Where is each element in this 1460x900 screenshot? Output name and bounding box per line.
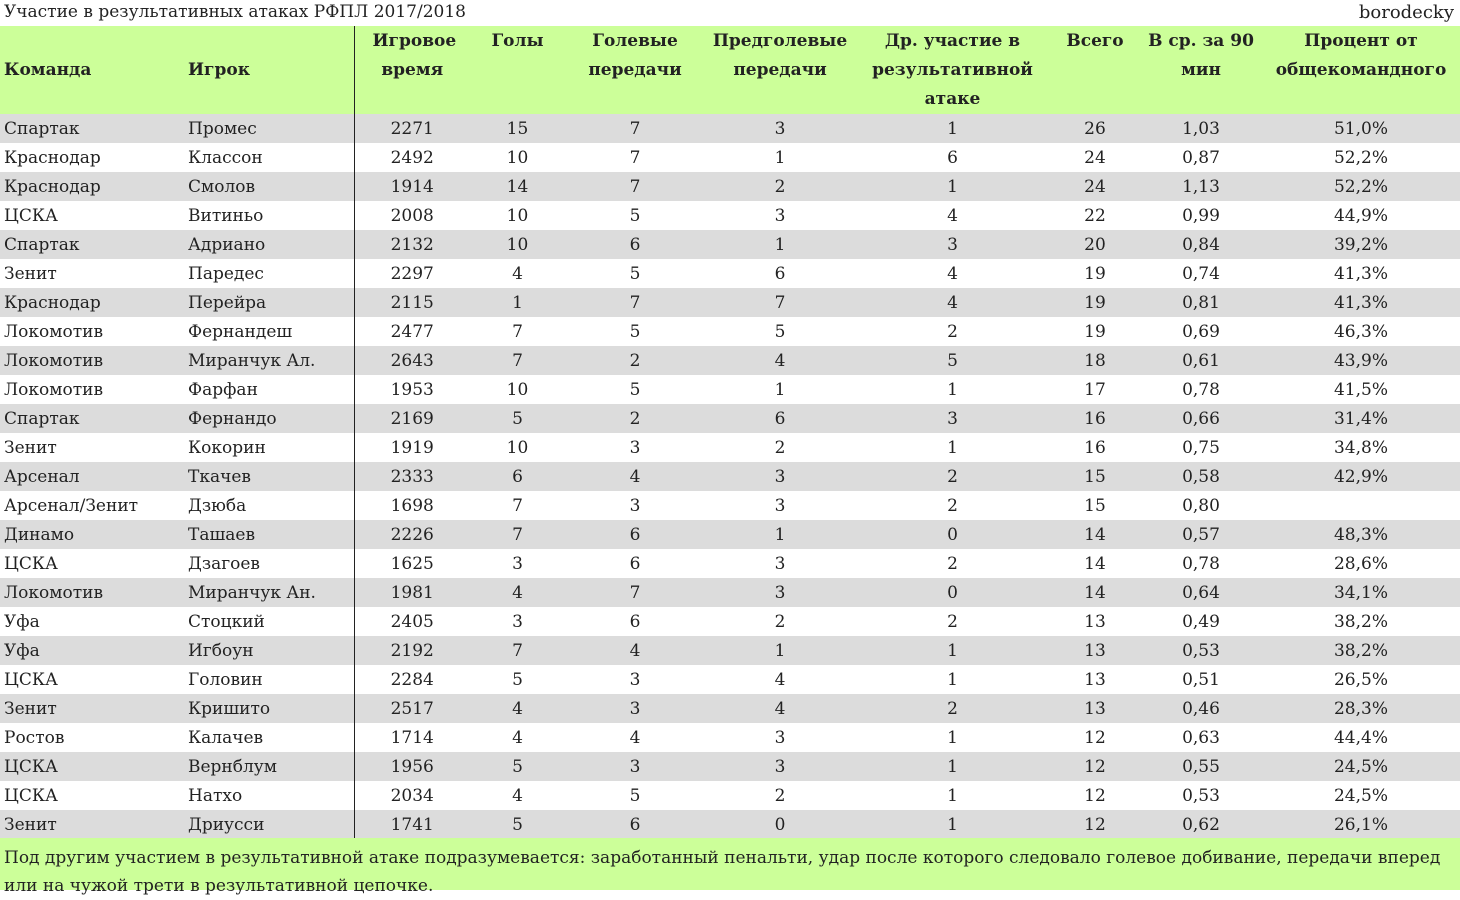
cell-team: Динамо bbox=[4, 524, 75, 545]
cell-preassists: 3 bbox=[774, 756, 786, 777]
cell-goals: 3 bbox=[512, 611, 523, 632]
cell-time: 2405 bbox=[354, 607, 470, 636]
cell-player: Натхо bbox=[188, 785, 243, 806]
cell-goals: 6 bbox=[512, 466, 523, 487]
cell-other: 1 bbox=[947, 176, 958, 197]
col-header-assists: Голевые передачи bbox=[588, 31, 682, 80]
cell-other: 2 bbox=[947, 553, 958, 574]
cell-time: 1714 bbox=[354, 723, 470, 752]
cell-time: 2271 bbox=[354, 114, 470, 143]
table-row bbox=[0, 259, 1460, 288]
cell-player: Смолов bbox=[188, 176, 256, 197]
table-row bbox=[0, 694, 1460, 723]
cell-per90: 0,62 bbox=[1182, 814, 1220, 835]
cell-player: Кокорин bbox=[188, 437, 266, 458]
cell-other: 1 bbox=[947, 437, 958, 458]
cell-total: 12 bbox=[1084, 814, 1106, 835]
cell-preassists: 4 bbox=[774, 669, 786, 690]
cell-goals: 4 bbox=[512, 727, 523, 748]
cell-preassists: 2 bbox=[774, 437, 786, 458]
cell-goals: 10 bbox=[506, 379, 529, 400]
cell-goals: 10 bbox=[506, 205, 529, 226]
cell-assists: 3 bbox=[629, 495, 641, 516]
cell-goals: 7 bbox=[512, 495, 523, 516]
cell-time: 1953 bbox=[354, 375, 470, 404]
cell-team: Зенит bbox=[4, 698, 57, 719]
cell-time: 2192 bbox=[354, 636, 470, 665]
cell-other: 4 bbox=[947, 205, 958, 226]
cell-time: 2169 bbox=[354, 404, 470, 433]
cell-player: Миранчук Ан. bbox=[188, 582, 316, 603]
cell-percent: 38,2% bbox=[1333, 640, 1388, 661]
cell-team: Арсенал/Зенит bbox=[4, 495, 139, 516]
stats-table bbox=[0, 26, 1460, 839]
cell-assists: 5 bbox=[629, 379, 641, 400]
table-row bbox=[0, 462, 1460, 491]
cell-percent: 48,3% bbox=[1333, 524, 1388, 545]
cell-per90: 0,75 bbox=[1182, 437, 1220, 458]
table-row bbox=[0, 346, 1460, 375]
cell-other: 1 bbox=[947, 814, 958, 835]
cell-team: ЦСКА bbox=[4, 669, 58, 690]
table-row bbox=[0, 375, 1460, 404]
cell-total: 12 bbox=[1084, 756, 1106, 777]
cell-team: ЦСКА bbox=[4, 553, 58, 574]
cell-team: Краснодар bbox=[4, 176, 101, 197]
cell-assists: 3 bbox=[629, 669, 641, 690]
cell-time: 2226 bbox=[354, 520, 470, 549]
cell-preassists: 4 bbox=[774, 350, 786, 371]
cell-total: 13 bbox=[1084, 698, 1106, 719]
cell-goals: 3 bbox=[512, 553, 523, 574]
table-row bbox=[0, 607, 1460, 636]
table-row bbox=[0, 723, 1460, 752]
cell-assists: 6 bbox=[629, 524, 641, 545]
cell-preassists: 2 bbox=[774, 611, 786, 632]
cell-player: Классон bbox=[188, 147, 263, 168]
cell-preassists: 7 bbox=[774, 292, 786, 313]
cell-per90: 0,99 bbox=[1182, 205, 1220, 226]
cell-time: 2333 bbox=[354, 462, 470, 491]
cell-goals: 5 bbox=[512, 756, 523, 777]
cell-preassists: 6 bbox=[774, 263, 786, 284]
cell-time: 1914 bbox=[354, 172, 470, 201]
cell-time: 2477 bbox=[354, 317, 470, 346]
cell-player: Игбоун bbox=[188, 640, 254, 661]
cell-preassists: 1 bbox=[774, 524, 786, 545]
cell-assists: 3 bbox=[629, 437, 641, 458]
cell-assists: 2 bbox=[629, 408, 641, 429]
cell-goals: 1 bbox=[512, 292, 523, 313]
cell-per90: 0,46 bbox=[1182, 698, 1220, 719]
cell-preassists: 2 bbox=[774, 176, 786, 197]
cell-percent: 41,5% bbox=[1333, 379, 1388, 400]
cell-other: 2 bbox=[947, 495, 958, 516]
cell-other: 1 bbox=[947, 640, 958, 661]
cell-assists: 7 bbox=[629, 292, 641, 313]
col-header-team: Команда bbox=[4, 59, 92, 80]
cell-assists: 7 bbox=[629, 147, 641, 168]
cell-per90: 0,66 bbox=[1182, 408, 1220, 429]
cell-per90: 0,84 bbox=[1182, 234, 1220, 255]
cell-assists: 5 bbox=[629, 321, 641, 342]
cell-percent: 34,8% bbox=[1333, 437, 1388, 458]
cell-preassists: 5 bbox=[774, 321, 786, 342]
cell-per90: 0,51 bbox=[1182, 669, 1220, 690]
cell-team: ЦСКА bbox=[4, 756, 58, 777]
cell-time: 2034 bbox=[354, 781, 470, 810]
table-row bbox=[0, 172, 1460, 201]
cell-per90: 0,49 bbox=[1182, 611, 1220, 632]
cell-goals: 7 bbox=[512, 640, 523, 661]
cell-percent: 43,9% bbox=[1333, 350, 1388, 371]
cell-per90: 0,69 bbox=[1182, 321, 1220, 342]
cell-time: 1956 bbox=[354, 752, 470, 781]
cell-total: 16 bbox=[1084, 408, 1106, 429]
cell-preassists: 6 bbox=[774, 408, 786, 429]
cell-team: Уфа bbox=[4, 611, 40, 632]
cell-percent: 28,3% bbox=[1333, 698, 1388, 719]
cell-other: 1 bbox=[947, 379, 958, 400]
cell-team: Уфа bbox=[4, 640, 40, 661]
cell-other: 2 bbox=[947, 321, 958, 342]
cell-per90: 0,58 bbox=[1182, 466, 1220, 487]
cell-team: Локомотив bbox=[4, 321, 104, 342]
cell-preassists: 1 bbox=[774, 379, 786, 400]
cell-percent: 38,2% bbox=[1333, 611, 1388, 632]
cell-percent: 42,9% bbox=[1333, 466, 1388, 487]
table-row bbox=[0, 230, 1460, 259]
cell-other: 1 bbox=[947, 727, 958, 748]
cell-goals: 15 bbox=[506, 118, 529, 139]
table-row bbox=[0, 404, 1460, 433]
cell-player: Дриусси bbox=[188, 814, 265, 835]
cell-time: 2492 bbox=[354, 143, 470, 172]
col-header-other: Др. участие в результативной атаке bbox=[872, 31, 1033, 109]
cell-assists: 4 bbox=[629, 466, 641, 487]
cell-total: 24 bbox=[1084, 147, 1106, 168]
cell-preassists: 1 bbox=[774, 640, 786, 661]
cell-percent: 44,4% bbox=[1333, 727, 1388, 748]
cell-player: Головин bbox=[188, 669, 263, 690]
cell-total: 15 bbox=[1084, 495, 1106, 516]
cell-preassists: 3 bbox=[774, 118, 786, 139]
cell-percent: 51,0% bbox=[1333, 118, 1388, 139]
cell-per90: 0,53 bbox=[1182, 640, 1220, 661]
cell-team: Арсенал bbox=[4, 466, 80, 487]
cell-assists: 6 bbox=[629, 814, 641, 835]
cell-team: ЦСКА bbox=[4, 205, 58, 226]
cell-percent: 28,6% bbox=[1333, 553, 1388, 574]
cell-team: Краснодар bbox=[4, 147, 101, 168]
cell-per90: 1,13 bbox=[1182, 176, 1220, 197]
cell-player: Фернандо bbox=[188, 408, 277, 429]
cell-total: 13 bbox=[1084, 611, 1106, 632]
cell-preassists: 3 bbox=[774, 495, 786, 516]
cell-other: 4 bbox=[947, 292, 958, 313]
cell-player: Ташаев bbox=[188, 524, 256, 545]
cell-other: 6 bbox=[947, 147, 958, 168]
cell-per90: 0,61 bbox=[1182, 350, 1220, 371]
cell-percent: 26,1% bbox=[1333, 814, 1388, 835]
cell-per90: 0,74 bbox=[1182, 263, 1220, 284]
cell-player: Перейра bbox=[188, 292, 267, 313]
cell-time: 1741 bbox=[354, 810, 470, 839]
cell-player: Ткачев bbox=[188, 466, 251, 487]
cell-other: 2 bbox=[947, 466, 958, 487]
cell-percent: 52,2% bbox=[1333, 147, 1388, 168]
table-row bbox=[0, 201, 1460, 230]
cell-goals: 10 bbox=[506, 437, 529, 458]
cell-percent: 24,5% bbox=[1333, 756, 1388, 777]
cell-team: Зенит bbox=[4, 814, 57, 835]
cell-preassists: 1 bbox=[774, 147, 786, 168]
cell-percent: 39,2% bbox=[1333, 234, 1388, 255]
cell-percent: 41,3% bbox=[1333, 263, 1388, 284]
cell-assists: 4 bbox=[629, 640, 641, 661]
cell-team: Спартак bbox=[4, 234, 80, 255]
cell-goals: 4 bbox=[512, 785, 523, 806]
cell-total: 15 bbox=[1084, 466, 1106, 487]
cell-total: 20 bbox=[1084, 234, 1106, 255]
cell-goals: 7 bbox=[512, 321, 523, 342]
cell-total: 13 bbox=[1084, 669, 1106, 690]
cell-per90: 0,64 bbox=[1182, 582, 1220, 603]
cell-other: 3 bbox=[947, 408, 958, 429]
cell-total: 16 bbox=[1084, 437, 1106, 458]
cell-team: Локомотив bbox=[4, 582, 104, 603]
table-row bbox=[0, 752, 1460, 781]
table-row bbox=[0, 520, 1460, 549]
table-row bbox=[0, 578, 1460, 607]
table-row bbox=[0, 143, 1460, 172]
cell-other: 4 bbox=[947, 263, 958, 284]
cell-time: 2008 bbox=[354, 201, 470, 230]
cell-time: 1698 bbox=[354, 491, 470, 520]
cell-percent: 34,1% bbox=[1333, 582, 1388, 603]
table-row bbox=[0, 317, 1460, 346]
cell-percent: 26,5% bbox=[1333, 669, 1388, 690]
col-header-time: Игровое время bbox=[354, 26, 470, 114]
cell-other: 5 bbox=[947, 350, 958, 371]
cell-preassists: 2 bbox=[774, 785, 786, 806]
cell-time: 1981 bbox=[354, 578, 470, 607]
cell-total: 12 bbox=[1084, 785, 1106, 806]
cell-time: 2643 bbox=[354, 346, 470, 375]
cell-preassists: 3 bbox=[774, 553, 786, 574]
cell-player: Стоцкий bbox=[188, 611, 265, 632]
table-title: Участие в результативных атаках РФПЛ 2017/2018 bbox=[4, 2, 466, 22]
col-header-goals: Голы bbox=[491, 31, 544, 51]
cell-per90: 0,78 bbox=[1182, 553, 1220, 574]
cell-player: Вернблум bbox=[188, 756, 278, 777]
table-row bbox=[0, 288, 1460, 317]
cell-team: Спартак bbox=[4, 118, 80, 139]
cell-team: Краснодар bbox=[4, 292, 101, 313]
table-row bbox=[0, 433, 1460, 462]
cell-per90: 0,80 bbox=[1182, 495, 1220, 516]
cell-player: Фарфан bbox=[188, 379, 258, 400]
cell-goals: 5 bbox=[512, 408, 523, 429]
cell-player: Миранчук Ал. bbox=[188, 350, 316, 371]
cell-player: Паредес bbox=[188, 263, 264, 284]
cell-assists: 5 bbox=[629, 205, 641, 226]
header-row bbox=[0, 26, 1460, 114]
cell-other: 1 bbox=[947, 785, 958, 806]
cell-total: 12 bbox=[1084, 727, 1106, 748]
table-row bbox=[0, 636, 1460, 665]
cell-other: 1 bbox=[947, 756, 958, 777]
cell-per90: 1,03 bbox=[1182, 118, 1220, 139]
cell-per90: 0,87 bbox=[1182, 147, 1220, 168]
cell-total: 17 bbox=[1084, 379, 1106, 400]
cell-goals: 5 bbox=[512, 669, 523, 690]
cell-percent bbox=[1262, 491, 1460, 520]
cell-assists: 7 bbox=[629, 582, 641, 603]
cell-assists: 4 bbox=[629, 727, 641, 748]
cell-total: 19 bbox=[1084, 263, 1106, 284]
cell-goals: 7 bbox=[512, 350, 523, 371]
cell-player: Адриано bbox=[188, 234, 266, 255]
col-header-player: Игрок bbox=[188, 59, 250, 80]
cell-total: 13 bbox=[1084, 640, 1106, 661]
cell-per90: 0,81 bbox=[1182, 292, 1220, 313]
table-row bbox=[0, 491, 1460, 520]
table-row bbox=[0, 114, 1460, 143]
cell-total: 18 bbox=[1084, 350, 1106, 371]
cell-total: 26 bbox=[1084, 118, 1106, 139]
cell-assists: 6 bbox=[629, 553, 641, 574]
cell-goals: 4 bbox=[512, 698, 523, 719]
cell-preassists: 3 bbox=[774, 727, 786, 748]
cell-preassists: 3 bbox=[774, 582, 786, 603]
brand-label: borodecky bbox=[1358, 2, 1454, 23]
cell-other: 0 bbox=[947, 582, 958, 603]
cell-percent: 31,4% bbox=[1333, 408, 1388, 429]
cell-total: 14 bbox=[1084, 582, 1106, 603]
col-header-preassists: Предголевые передачи bbox=[712, 31, 848, 80]
cell-time: 2115 bbox=[354, 288, 470, 317]
cell-other: 2 bbox=[947, 611, 958, 632]
cell-percent: 52,2% bbox=[1333, 176, 1388, 197]
cell-total: 19 bbox=[1084, 321, 1106, 342]
cell-preassists: 3 bbox=[774, 205, 786, 226]
cell-player: Дзюба bbox=[188, 495, 247, 516]
cell-per90: 0,63 bbox=[1182, 727, 1220, 748]
cell-percent: 24,5% bbox=[1333, 785, 1388, 806]
cell-time: 2297 bbox=[354, 259, 470, 288]
cell-player: Дзагоев bbox=[188, 553, 261, 574]
cell-assists: 7 bbox=[629, 118, 641, 139]
table-row bbox=[0, 665, 1460, 694]
table-row bbox=[0, 810, 1460, 839]
cell-preassists: 0 bbox=[774, 814, 786, 835]
cell-total: 22 bbox=[1084, 205, 1106, 226]
col-header-per90: В ср. за 90 мин bbox=[1148, 31, 1254, 80]
cell-assists: 5 bbox=[629, 263, 641, 284]
col-header-total: Всего bbox=[1066, 31, 1124, 51]
cell-team: Зенит bbox=[4, 437, 57, 458]
cell-time: 2517 bbox=[354, 694, 470, 723]
footnote: Под другим участием в результативной атаке подразумевается: заработанный пенальти, удар после которого следовало голевое добивание, передачи вперед или на чужой трети в результативной цепочке. bbox=[0, 838, 1460, 890]
cell-player: Фернандеш bbox=[188, 321, 293, 342]
cell-goals: 14 bbox=[506, 176, 529, 197]
cell-per90: 0,55 bbox=[1182, 756, 1220, 777]
cell-assists: 7 bbox=[629, 176, 641, 197]
cell-team: Спартак bbox=[4, 408, 80, 429]
cell-player: Витиньо bbox=[188, 205, 264, 226]
cell-player: Калачев bbox=[188, 727, 264, 748]
cell-other: 0 bbox=[947, 524, 958, 545]
cell-total: 14 bbox=[1084, 553, 1106, 574]
cell-other: 1 bbox=[947, 118, 958, 139]
cell-assists: 5 bbox=[629, 785, 641, 806]
cell-goals: 10 bbox=[506, 147, 529, 168]
cell-preassists: 4 bbox=[774, 698, 786, 719]
table-row bbox=[0, 781, 1460, 810]
table-row bbox=[0, 549, 1460, 578]
cell-per90: 0,78 bbox=[1182, 379, 1220, 400]
cell-preassists: 3 bbox=[774, 466, 786, 487]
cell-assists: 3 bbox=[629, 698, 641, 719]
cell-goals: 4 bbox=[512, 582, 523, 603]
cell-per90: 0,57 bbox=[1182, 524, 1220, 545]
col-header-percent: Процент от общекомандного bbox=[1275, 31, 1447, 80]
title-bar bbox=[0, 0, 1460, 26]
cell-goals: 5 bbox=[512, 814, 523, 835]
cell-assists: 3 bbox=[629, 756, 641, 777]
cell-percent: 46,3% bbox=[1333, 321, 1388, 342]
cell-player: Промес bbox=[188, 118, 257, 139]
cell-goals: 7 bbox=[512, 524, 523, 545]
cell-time: 1919 bbox=[354, 433, 470, 462]
cell-preassists: 1 bbox=[774, 234, 786, 255]
cell-time: 2132 bbox=[354, 230, 470, 259]
cell-goals: 4 bbox=[512, 263, 523, 284]
cell-percent: 44,9% bbox=[1333, 205, 1388, 226]
cell-time: 1625 bbox=[354, 549, 470, 578]
cell-total: 19 bbox=[1084, 292, 1106, 313]
cell-total: 24 bbox=[1084, 176, 1106, 197]
cell-other: 1 bbox=[947, 669, 958, 690]
cell-percent: 41,3% bbox=[1333, 292, 1388, 313]
cell-other: 3 bbox=[947, 234, 958, 255]
cell-team: Ростов bbox=[4, 727, 65, 748]
cell-time: 2284 bbox=[354, 665, 470, 694]
cell-team: Локомотив bbox=[4, 379, 104, 400]
cell-other: 2 bbox=[947, 698, 958, 719]
cell-team: Локомотив bbox=[4, 350, 104, 371]
cell-assists: 6 bbox=[629, 234, 641, 255]
cell-goals: 10 bbox=[506, 234, 529, 255]
cell-per90: 0,53 bbox=[1182, 785, 1220, 806]
cell-assists: 6 bbox=[629, 611, 641, 632]
cell-player: Кришито bbox=[188, 698, 271, 719]
cell-team: ЦСКА bbox=[4, 785, 58, 806]
cell-team: Зенит bbox=[4, 263, 57, 284]
cell-total: 14 bbox=[1084, 524, 1106, 545]
cell-assists: 2 bbox=[629, 350, 641, 371]
